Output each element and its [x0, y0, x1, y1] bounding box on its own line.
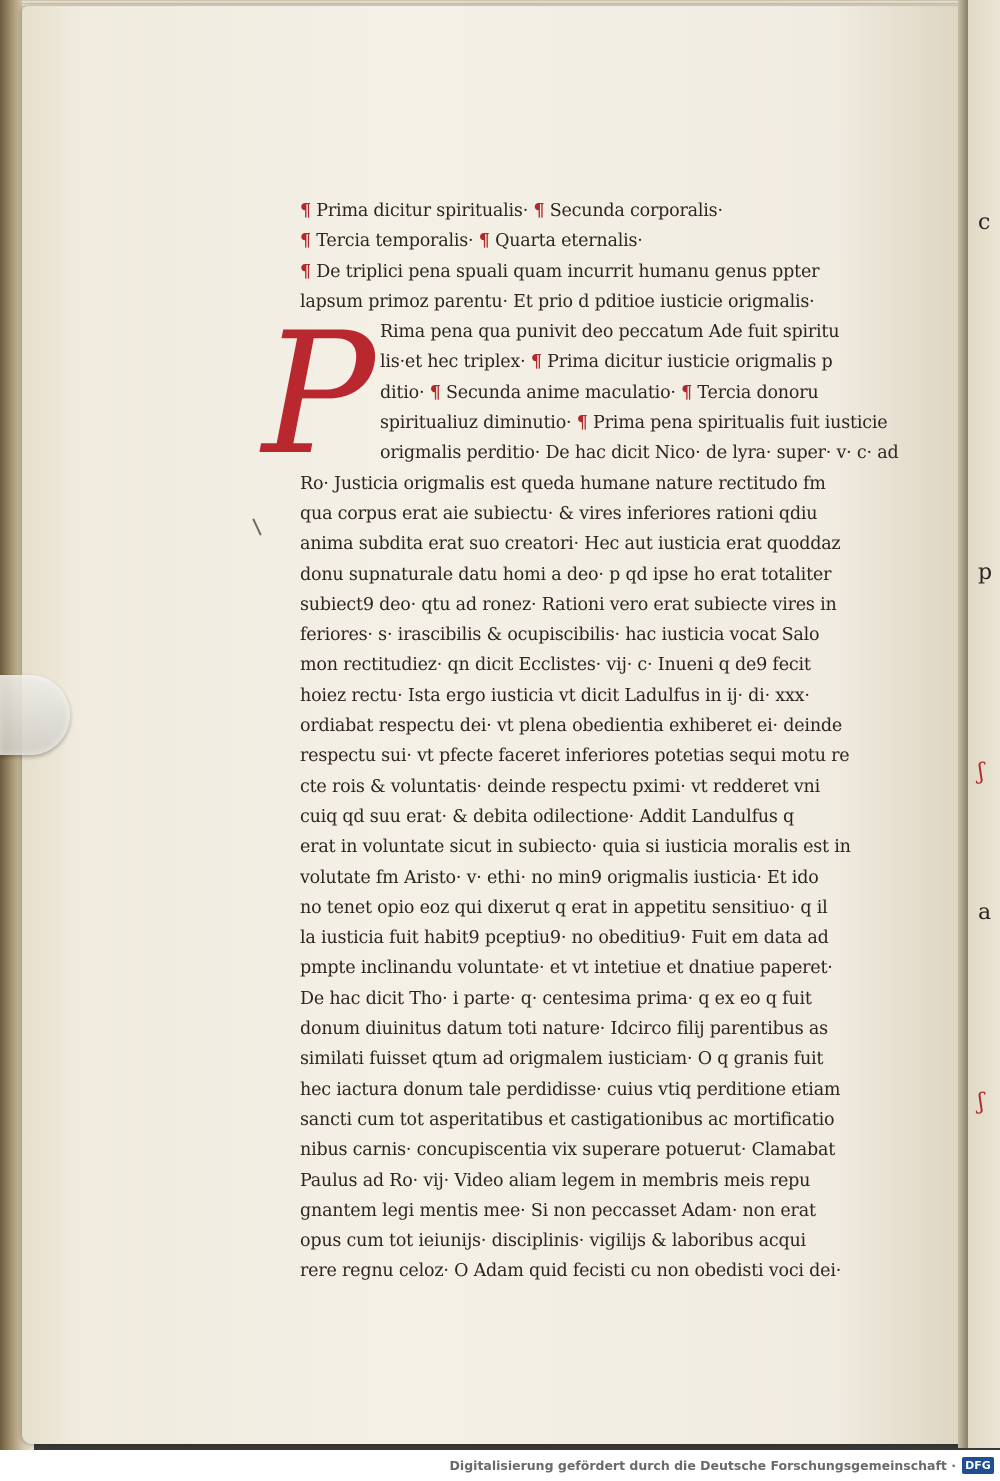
text-line: Paulus ad Ro· vij· Video aliam legem in membris meis repu — [300, 1170, 811, 1191]
rubric-pilcrow: ¶ — [478, 231, 490, 252]
text-line: Ro· Justicia origmalis est queda humane nature rectitudo fm — [300, 473, 826, 494]
text-line: rere regnu celoz· O Adam quid fecisti cu non obedisti voci dei· — [300, 1261, 842, 1282]
text-line: feriores· s· irascibilis & ocupiscibilis· hac iusticia vocat Salo — [300, 625, 820, 646]
text-line: ordiabat respectu dei· vt plena obedientia exhiberet ei· deinde — [300, 716, 843, 737]
text-line: De hac dicit Tho· i parte· q· centesima prima· q ex eo q fuit — [300, 988, 812, 1009]
facing-glyph: c — [978, 210, 991, 235]
text-line: origmalis perditio· De hac dicit Nico· de lyra· super· v· c· ad — [380, 443, 899, 464]
text-line: ¶ Tercia temporalis· ¶ Quarta eternalis· — [300, 231, 643, 252]
text-line: cte rois & voluntatis· deinde respectu pximi· vt redderet vni — [300, 776, 820, 797]
text-line: lapsum primoz parentu· Et prio d pditioe iusticie origmalis· — [300, 291, 815, 312]
text-line: spiritualiuz diminutio· ¶ Prima pena spiritualis fuit iusticie — [380, 413, 888, 434]
text-line: respectu sui· vt pfecte faceret inferiores potetias sequi motu re — [300, 746, 850, 767]
red-initial-letter: P — [262, 296, 376, 492]
dfg-logo: DFG — [962, 1457, 994, 1474]
rubric-pilcrow: ¶ — [300, 231, 311, 252]
rubric-pilcrow: ¶ — [533, 201, 545, 221]
facing-page-edge — [968, 0, 1000, 1448]
rubric-pilcrow: ¶ — [681, 382, 693, 403]
text-line: donu supnaturale datu homi a deo· p qd ipse ho erat totaliter — [300, 564, 832, 585]
rubric-pilcrow: ¶ — [530, 352, 542, 373]
text-line: hoiez rectu· Ista ergo iusticia vt dicit Ladulfus in ij· di· xxx· — [300, 685, 810, 706]
text-line: no tenet opio eoz qui dixerut q erat in appetitu sensitiuo· q il — [300, 897, 828, 918]
text-line: pmpte inclinandu voluntate· et vt intetiue et dnatiue paperet· — [300, 958, 833, 979]
text-line: anima subdita erat suo creatori· Hec aut iusticia erat quoddaz — [300, 534, 841, 555]
text-line: cuiq qd suu erat· & debita odilectione· Addit Landulfus q — [300, 806, 795, 827]
text-block — [300, 196, 912, 1287]
rubric-pilcrow: ¶ — [429, 382, 441, 403]
text-line: similati fuisset qtum ad origmalem iusticiam· O q granis fuit — [300, 1049, 824, 1070]
text-line: qua corpus erat aie subiectu· & vires inferiores rationi qdiu — [300, 503, 818, 524]
footer-bar — [0, 1450, 1000, 1481]
text-line: volutate fm Aristo· v· ethi· no min9 origmalis iusticia· Et ido — [300, 867, 819, 888]
text-line: donum diuinitus datum toti nature· Idcirco filij parentibus as — [300, 1019, 828, 1040]
text-line: gnantem legi mentis mee· Si non peccasset Adam· non erat — [300, 1200, 816, 1221]
text-line: lis·et hec triplex· ¶ Prima dicitur iusticie origmalis p — [380, 352, 833, 373]
facing-glyph: a — [978, 900, 992, 925]
text-line: Rima pena qua punivit deo peccatum Ade fuit spiritu — [380, 322, 840, 343]
facing-glyph: ʃ — [978, 1090, 984, 1115]
text-line: opus cum tot ieiunijs· disciplinis· vigilijs & laboribus acqui — [300, 1231, 806, 1252]
text-line: hec iactura donum tale perdidisse· cuius vtiq perditione etiam — [300, 1079, 841, 1100]
facing-glyph: ʃ — [978, 760, 984, 785]
text-line: ditio· ¶ Secunda anime maculatio· ¶ Tercia donoru — [380, 382, 819, 403]
text-line: mon rectitudiez· qn dicit Ecclistes· vij· c· Inueni q de9 fecit — [300, 655, 811, 676]
funding-notice: Digitalisierung gefördert durch die Deutsche Forschungsgemeinschaft · — [449, 1458, 956, 1473]
text-line: ¶ Prima dicitur spiritualis· ¶ Secunda corporalis· — [300, 201, 723, 221]
text-line: sancti cum tot asperitatibus et castigationibus ac mortificatio — [300, 1109, 835, 1130]
text-line: la iusticia fuit habit9 pceptiu9· no obeditiu9· Fuit em data ad — [300, 928, 829, 949]
text-line: subiect9 deo· qtu ad ronez· Rationi vero erat subiecte vires in — [300, 594, 837, 615]
facing-glyph: p — [978, 560, 993, 585]
rubric-pilcrow: ¶ — [576, 413, 588, 434]
rubric-pilcrow: ¶ — [300, 201, 311, 221]
text-line: nibus carnis· concupiscentia vix superare potuerut· Clamabat — [300, 1140, 836, 1161]
rubric-pilcrow: ¶ — [300, 261, 311, 282]
text-line: ¶ De triplici pena spuali quam incurrit humanu genus ppter — [300, 261, 820, 282]
text-line: erat in voluntate sicut in subiecto· quia si iusticia moralis est in — [300, 837, 851, 858]
